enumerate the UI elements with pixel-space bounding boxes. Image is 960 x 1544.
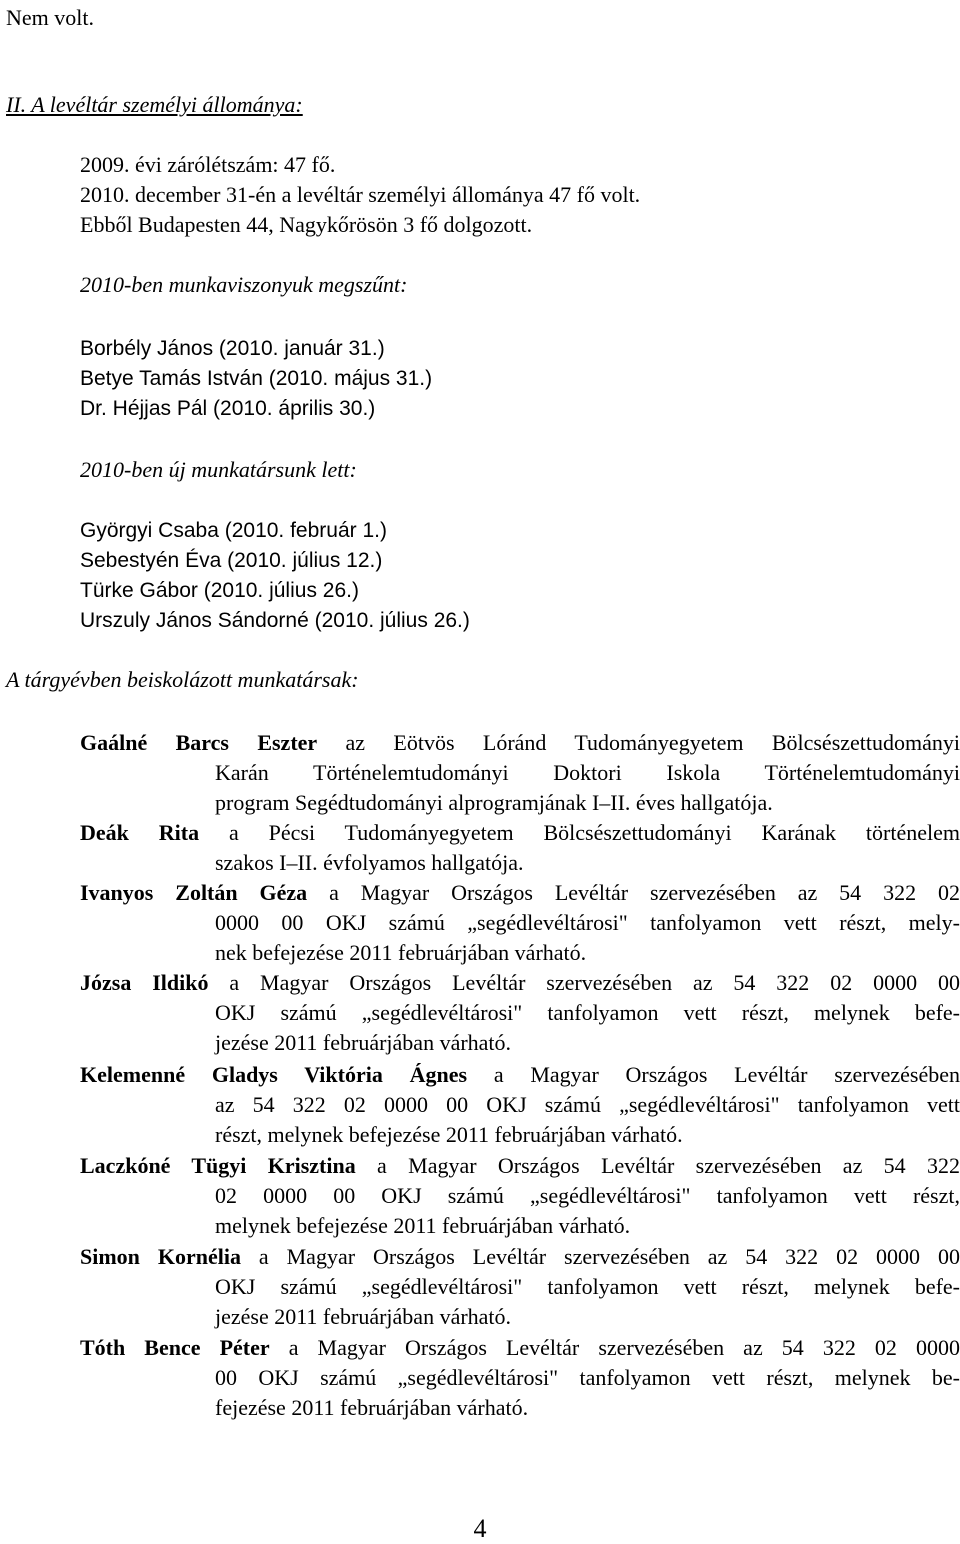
entry-line: OKJ számú „segédlevéltárosi" tanfolyamon vett részt, melynek befe-	[215, 1000, 960, 1025]
entry-line: 00 OKJ számú „segédlevéltárosi" tanfolyamon vett részt, melynek be-	[215, 1365, 960, 1390]
new-staff-item: Urszuly János Sándorné (2010. július 26.)	[80, 609, 470, 632]
person-name: Laczkóné Tügyi Krisztina	[80, 1153, 356, 1178]
terminated-item: Dr. Héjjas Pál (2010. április 30.)	[80, 397, 376, 420]
entry-line: 0000 00 OKJ számú „segédlevéltárosi" tanfolyamon vett részt, mely-	[215, 910, 960, 935]
staff-count-line: 2010. december 31-én a levéltár személyi állománya 47 fő volt.	[80, 182, 641, 207]
entry-line: fejezése 2011 februárjában várható.	[215, 1395, 529, 1420]
terminated-heading: 2010-ben munkaviszonyuk megszűnt:	[80, 272, 408, 297]
terminated-item: Borbély János (2010. január 31.)	[80, 337, 385, 360]
terminated-item: Betye Tamás István (2010. május 31.)	[80, 367, 433, 390]
entry-line: melynek befejezése 2011 februárjában várható.	[215, 1213, 631, 1238]
new-staff-heading: 2010-ben új munkatársunk lett:	[80, 457, 357, 482]
entry-text: a Magyar Országos Levéltár szervezésében az 54 322 02 0000 00	[240, 1244, 960, 1269]
entry-line: 02 0000 00 OKJ számú „segédlevéltárosi" tanfolyamon vett részt,	[215, 1183, 960, 1208]
entry-first-line	[80, 818, 960, 848]
training-heading: A tárgyévben beiskolázott munkatársak:	[6, 667, 359, 692]
entry-line: jezése 2011 februárjában várható.	[215, 1030, 512, 1055]
entry-first-line	[80, 878, 960, 908]
entry-line: program Segédtudományi alprogramjának I–II. éves hallgatója.	[215, 790, 773, 815]
entry-line: Karán Történelemtudományi Doktori Iskola Történelemtudományi	[215, 760, 960, 785]
entry-first-line	[80, 968, 960, 998]
new-staff-item: Sebestyén Éva (2010. július 12.)	[80, 549, 383, 572]
training-entry	[80, 878, 960, 968]
entry-text: a Pécsi Tudományegyetem Bölcsészettudományi Karának történelem	[199, 820, 960, 845]
entry-first-line	[80, 1242, 960, 1272]
entry-text: a Magyar Országos Levéltár szervezésében az 54 322	[355, 1153, 960, 1178]
person-name: Tóth Bence Péter	[80, 1335, 270, 1360]
training-entry	[80, 1333, 960, 1423]
training-entry	[80, 1151, 960, 1241]
training-entry	[80, 1060, 960, 1150]
staff-count-line: Ebből Budapesten 44, Nagykőrösön 3 fő dolgozott.	[80, 212, 533, 237]
person-name: Ivanyos Zoltán Géza	[80, 880, 308, 905]
entry-text: a Magyar Országos Levéltár szervezésében az 54 322 02 0000	[269, 1335, 960, 1360]
training-entry	[80, 1242, 960, 1332]
top-line: Nem volt.	[6, 5, 94, 30]
entry-first-line	[80, 728, 960, 758]
person-name: Kelemenné Gladys Viktória Ágnes	[80, 1062, 468, 1087]
person-name: Józsa Ildikó	[80, 970, 209, 995]
new-staff-item: Györgyi Csaba (2010. február 1.)	[80, 519, 387, 542]
training-entry	[80, 728, 960, 818]
entry-text: a Magyar Országos Levéltár szervezésében az 54 322 02	[307, 880, 960, 905]
person-name: Simon Kornélia	[80, 1244, 241, 1269]
training-entry	[80, 968, 960, 1058]
entry-line: OKJ számú „segédlevéltárosi" tanfolyamon vett részt, melynek befe-	[215, 1274, 960, 1299]
entry-first-line	[80, 1151, 960, 1181]
entry-first-line	[80, 1333, 960, 1363]
person-name: Gaálné Barcs Eszter	[80, 730, 318, 755]
page-number: 4	[473, 1514, 487, 1543]
entry-line: részt, melynek befejezése 2011 februárjában várható.	[215, 1122, 683, 1147]
entry-line: jezése 2011 februárjában várható.	[215, 1304, 512, 1329]
person-name: Deák Rita	[80, 820, 200, 845]
training-entry	[80, 818, 960, 878]
section-title: II. A levéltár személyi állománya:	[6, 92, 303, 117]
entry-first-line	[80, 1060, 960, 1090]
staff-count-line: 2009. évi zárólétszám: 47 fő.	[80, 152, 336, 177]
entry-text: az Eötvös Lóránd Tudományegyetem Bölcsészettudományi	[317, 730, 960, 755]
entry-text: a Magyar Országos Levéltár szervezésében az 54 322 02 0000 00	[208, 970, 960, 995]
new-staff-item: Türke Gábor (2010. július 26.)	[80, 579, 359, 602]
entry-text: a Magyar Országos Levéltár szervezésében	[467, 1062, 960, 1087]
entry-line: nek befejezése 2011 februárjában várható.	[215, 940, 587, 965]
entry-line: szakos I–II. évfolyamos hallgatója.	[215, 850, 524, 875]
entry-line: az 54 322 02 0000 00 OKJ számú „segédlevéltárosi" tanfolyamon vett	[215, 1092, 960, 1117]
